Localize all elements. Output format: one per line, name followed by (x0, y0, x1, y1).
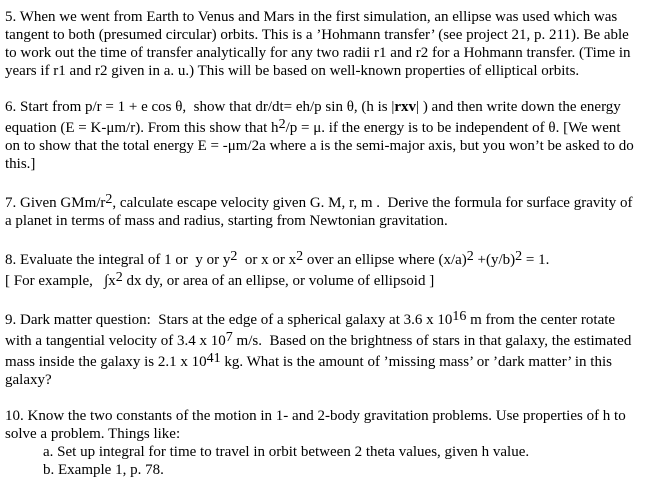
text-run: or x or x (237, 252, 297, 268)
text-run: 9. Dark matter question: Stars at the edge of a spherical galaxy at 3.6 x 10 (5, 312, 453, 328)
text-line (5, 269, 642, 290)
text-line (5, 308, 642, 329)
text-line (5, 155, 642, 173)
superscript-run: 2 (115, 270, 123, 285)
superscript-run: 16 (452, 309, 467, 324)
text-line (5, 137, 642, 155)
text-line (5, 371, 642, 389)
text-run: over an ellipse where (x/a) (303, 252, 467, 268)
text-run: this.] (5, 156, 36, 172)
text-run: m from the center rotate (466, 312, 616, 328)
text-line (5, 425, 642, 443)
question-5 (5, 8, 642, 80)
text-run: [ For example, ∫x (5, 273, 116, 289)
superscript-run: 2 (466, 249, 474, 264)
text-run: solve a problem. Things like: (5, 426, 181, 442)
question-9 (5, 308, 642, 389)
text-run: 7. Given GMm/r (5, 195, 106, 211)
question-6 (5, 98, 642, 173)
text-run: galaxy? (5, 372, 52, 388)
question-10 (5, 407, 642, 479)
superscript-run: 2 (278, 117, 286, 132)
text-run: mass inside the galaxy is 2.1 x 10 (5, 354, 207, 370)
bold-text-run: rxv (394, 99, 417, 115)
text-line (5, 62, 642, 80)
document-body (5, 8, 642, 479)
text-line (5, 212, 642, 230)
text-run: to work out the time of transfer analytically for any two radii r1 and r2 for a Hohmann transfer. (Time in (5, 45, 631, 61)
text-run: /p = μ. if the energy is to be independent of θ. [We went (285, 120, 621, 136)
text-run: a planet in terms of mass and radius, starting from Newtonian gravitation. (5, 213, 448, 229)
text-run: dx dy, or area of an ellipse, or volume of ellipsoid ] (122, 273, 435, 289)
text-line (5, 350, 642, 371)
text-line (5, 98, 642, 116)
text-run: years if r1 and r2 given in a. u.) This will be based on well-known properties of elliptical orbits. (5, 63, 580, 79)
text-run: on to show that the total energy E = -μm/2a where a is the semi-major axis, but you won’t be asked to do (5, 138, 634, 154)
superscript-run: 2 (105, 192, 113, 207)
text-line (5, 461, 642, 479)
text-run: +(y/b) (473, 252, 516, 268)
superscript-run: 7 (225, 330, 233, 345)
text-line (5, 191, 642, 212)
text-line (5, 248, 642, 269)
text-run: equation (E = K-μm/r). From this show that h (5, 120, 279, 136)
text-run: m/s. Based on the brightness of stars in that galaxy, the estimated (232, 333, 632, 349)
superscript-run: 2 (296, 249, 304, 264)
text-run: kg. What is the amount of ’missing mass’ or ’dark matter’ in this (220, 354, 612, 370)
text-run: b. Example 1, p. 78. (43, 462, 164, 478)
question-7 (5, 191, 642, 230)
text-run: with a tangential velocity of 3.4 x 10 (5, 333, 226, 349)
text-run: tangent to both (presumed circular) orbits. This is a ’Hohmann transfer’ (see project 21, p. 211). Be able (5, 27, 629, 43)
text-line (5, 329, 642, 350)
text-run: 5. When we went from Earth to Venus and Mars in the first simulation, an ellipse was used which was (5, 9, 618, 25)
text-line (5, 116, 642, 137)
superscript-run: 41 (206, 351, 221, 366)
superscript-run: 2 (515, 249, 523, 264)
text-run: 6. Start from p/r = 1 + e cos θ, show that dr/dt= eh/p sin θ, (h is | (5, 99, 395, 115)
text-run: a. Set up integral for time to travel in orbit between 2 theta values, given h value. (43, 444, 530, 460)
text-line (5, 26, 642, 44)
text-line (5, 44, 642, 62)
text-run: 8. Evaluate the integral of 1 or y or y (5, 252, 231, 268)
question-8 (5, 248, 642, 290)
text-run: | ) and then write down the energy (416, 99, 621, 115)
text-line (5, 8, 642, 26)
superscript-run: 2 (230, 249, 238, 264)
text-run: = 1. (522, 252, 550, 268)
text-run: , calculate escape velocity given G. M, r, m . Derive the formula for surface gravity of (112, 195, 633, 211)
text-line (5, 407, 642, 425)
text-line (5, 443, 642, 461)
text-run: 10. Know the two constants of the motion in 1- and 2-body gravitation problems. Use properties of h to (5, 408, 626, 424)
